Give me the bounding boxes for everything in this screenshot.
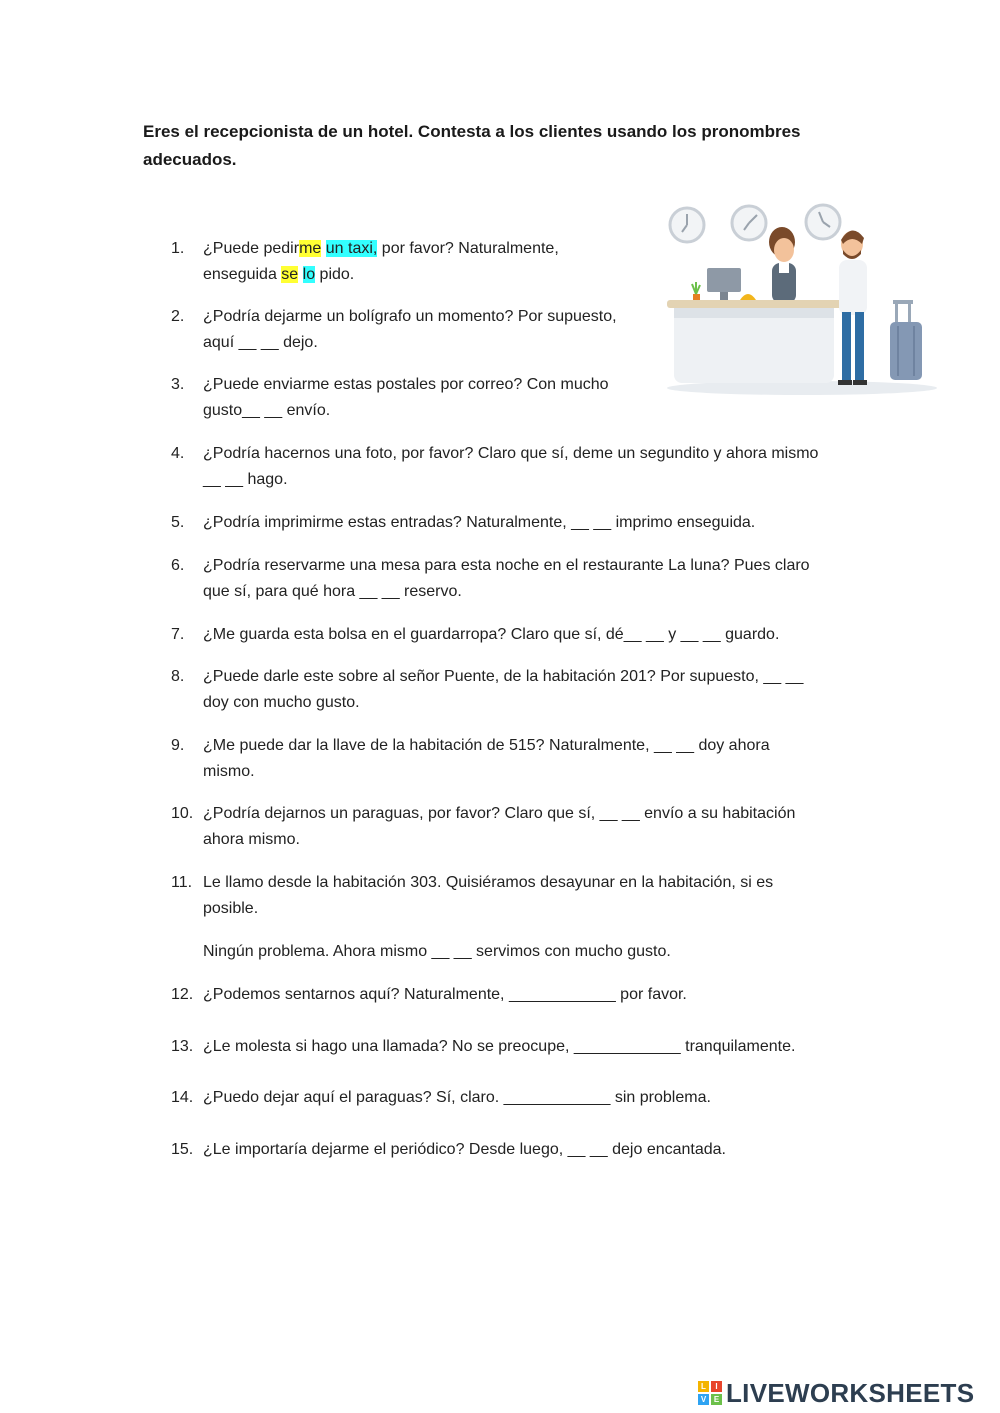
exercise-text: ¿Puede pedir: [203, 240, 300, 257]
exercise-answer-line[interactable]: ¿Podría dejarnos un paraguas, por favor? Claro que sí, __ __ envío a su habitación: [203, 805, 796, 822]
exercise-number: 8.: [171, 668, 185, 685]
exercise-answer-line[interactable]: ¿Puede darle este sobre al señor Puente, de la habitación 201? Por supuesto, __ __: [203, 668, 804, 685]
exercise-text: ¿Podría reservarme una mesa para esta noche en el restaurante La luna? Pues claro: [203, 557, 810, 574]
exercise-text: pido.: [315, 266, 355, 283]
exercise-number: 15.: [171, 1141, 194, 1158]
exercise-number: 13.: [171, 1038, 194, 1055]
highlight-me: me: [299, 240, 322, 257]
exercise-answer-line[interactable]: gusto__ __ envío.: [203, 402, 331, 419]
exercise-number: 9.: [171, 737, 185, 754]
exercise-text: ahora mismo.: [203, 831, 300, 848]
exercise-text: enseguida: [203, 266, 282, 283]
exercise-answer-line[interactable]: ¿Le molesta si hago una llamada? No se preocupe, ____________ tranquilamente.: [203, 1038, 796, 1055]
exercise-text: mismo.: [203, 763, 255, 780]
exercise-answer-line[interactable]: ¿Podemos sentarnos aquí? Naturalmente, ____________ por favor.: [203, 986, 687, 1003]
highlight-lo: lo: [302, 266, 316, 283]
exercise-number: 12.: [171, 986, 194, 1003]
exercise-answer-line[interactable]: ¿Le importaría dejarme el periódico? Desde luego, __ __ dejo encantada.: [203, 1141, 726, 1158]
exercise-text: Le llamo desde la habitación 303. Quisiéramos desayunar en la habitación, si es: [203, 874, 774, 891]
exercise-number: 11.: [171, 874, 193, 891]
exercise-number: 14.: [171, 1089, 194, 1106]
exercise-text: ¿Podría hacernos una foto, por favor? Claro que sí, deme un segundito y ahora mismo: [203, 445, 819, 462]
exercise-answer-line[interactable]: ¿Me puede dar la llave de la habitación de 515? Naturalmente, __ __ doy ahora: [203, 737, 770, 754]
logo-text: LIVEWORKSHEETS: [726, 1377, 975, 1408]
exercise-number: 4.: [171, 445, 185, 462]
exercise-number: 1.: [171, 240, 185, 257]
highlight-un-taxi: un taxi,: [325, 240, 378, 257]
exercise-answer-line[interactable]: __ __ hago.: [203, 471, 288, 488]
exercise-number: 7.: [171, 626, 185, 643]
exercise-text: ¿Puede enviarme estas postales por correo? Con mucho: [203, 376, 609, 393]
exercise-text: doy con mucho gusto.: [203, 694, 360, 711]
exercise-text: ¿Podría dejarme un bolígrafo un momento? Por supuesto,: [203, 308, 617, 325]
exercise-number: 3.: [171, 376, 185, 393]
exercise-answer-line[interactable]: ¿Podría imprimirme estas entradas? Naturalmente, __ __ imprimo enseguida.: [203, 514, 756, 531]
exercise-number: 10.: [171, 805, 194, 822]
title-line-2: adecuados.: [143, 150, 237, 169]
exercise-answer-line[interactable]: ¿Me guarda esta bolsa en el guardarropa? Claro que sí, dé__ __ y __ __ guardo.: [203, 626, 780, 643]
liveworksheets-logo: [698, 1378, 974, 1408]
worksheet-title: [143, 118, 843, 174]
exercise-answer-line[interactable]: ¿Puedo dejar aquí el paraguas? Sí, claro. ____________ sin problema.: [203, 1089, 711, 1106]
exercise-number: 5.: [171, 514, 185, 531]
hotel-reception-illustration: [662, 200, 944, 400]
exercise-text: por favor? Naturalmente,: [377, 240, 559, 257]
exercise-answer-line[interactable]: que sí, para qué hora __ __ reservo.: [203, 583, 462, 600]
exercise-number: 2.: [171, 308, 185, 325]
title-line-1: Eres el recepcionista de un hotel. Contesta a los clientes usando los pronombres: [143, 122, 801, 141]
exercise-answer-line[interactable]: aquí __ __ dejo.: [203, 334, 318, 351]
exercise-text: posible.: [203, 900, 259, 917]
logo-icon: L I V E: [698, 1381, 722, 1405]
highlight-se: se: [281, 266, 299, 283]
exercise-number: 6.: [171, 557, 185, 574]
exercise-answer-line[interactable]: Ningún problema. Ahora mismo __ __ servimos con mucho gusto.: [203, 943, 671, 960]
wall-clocks: [670, 205, 840, 242]
